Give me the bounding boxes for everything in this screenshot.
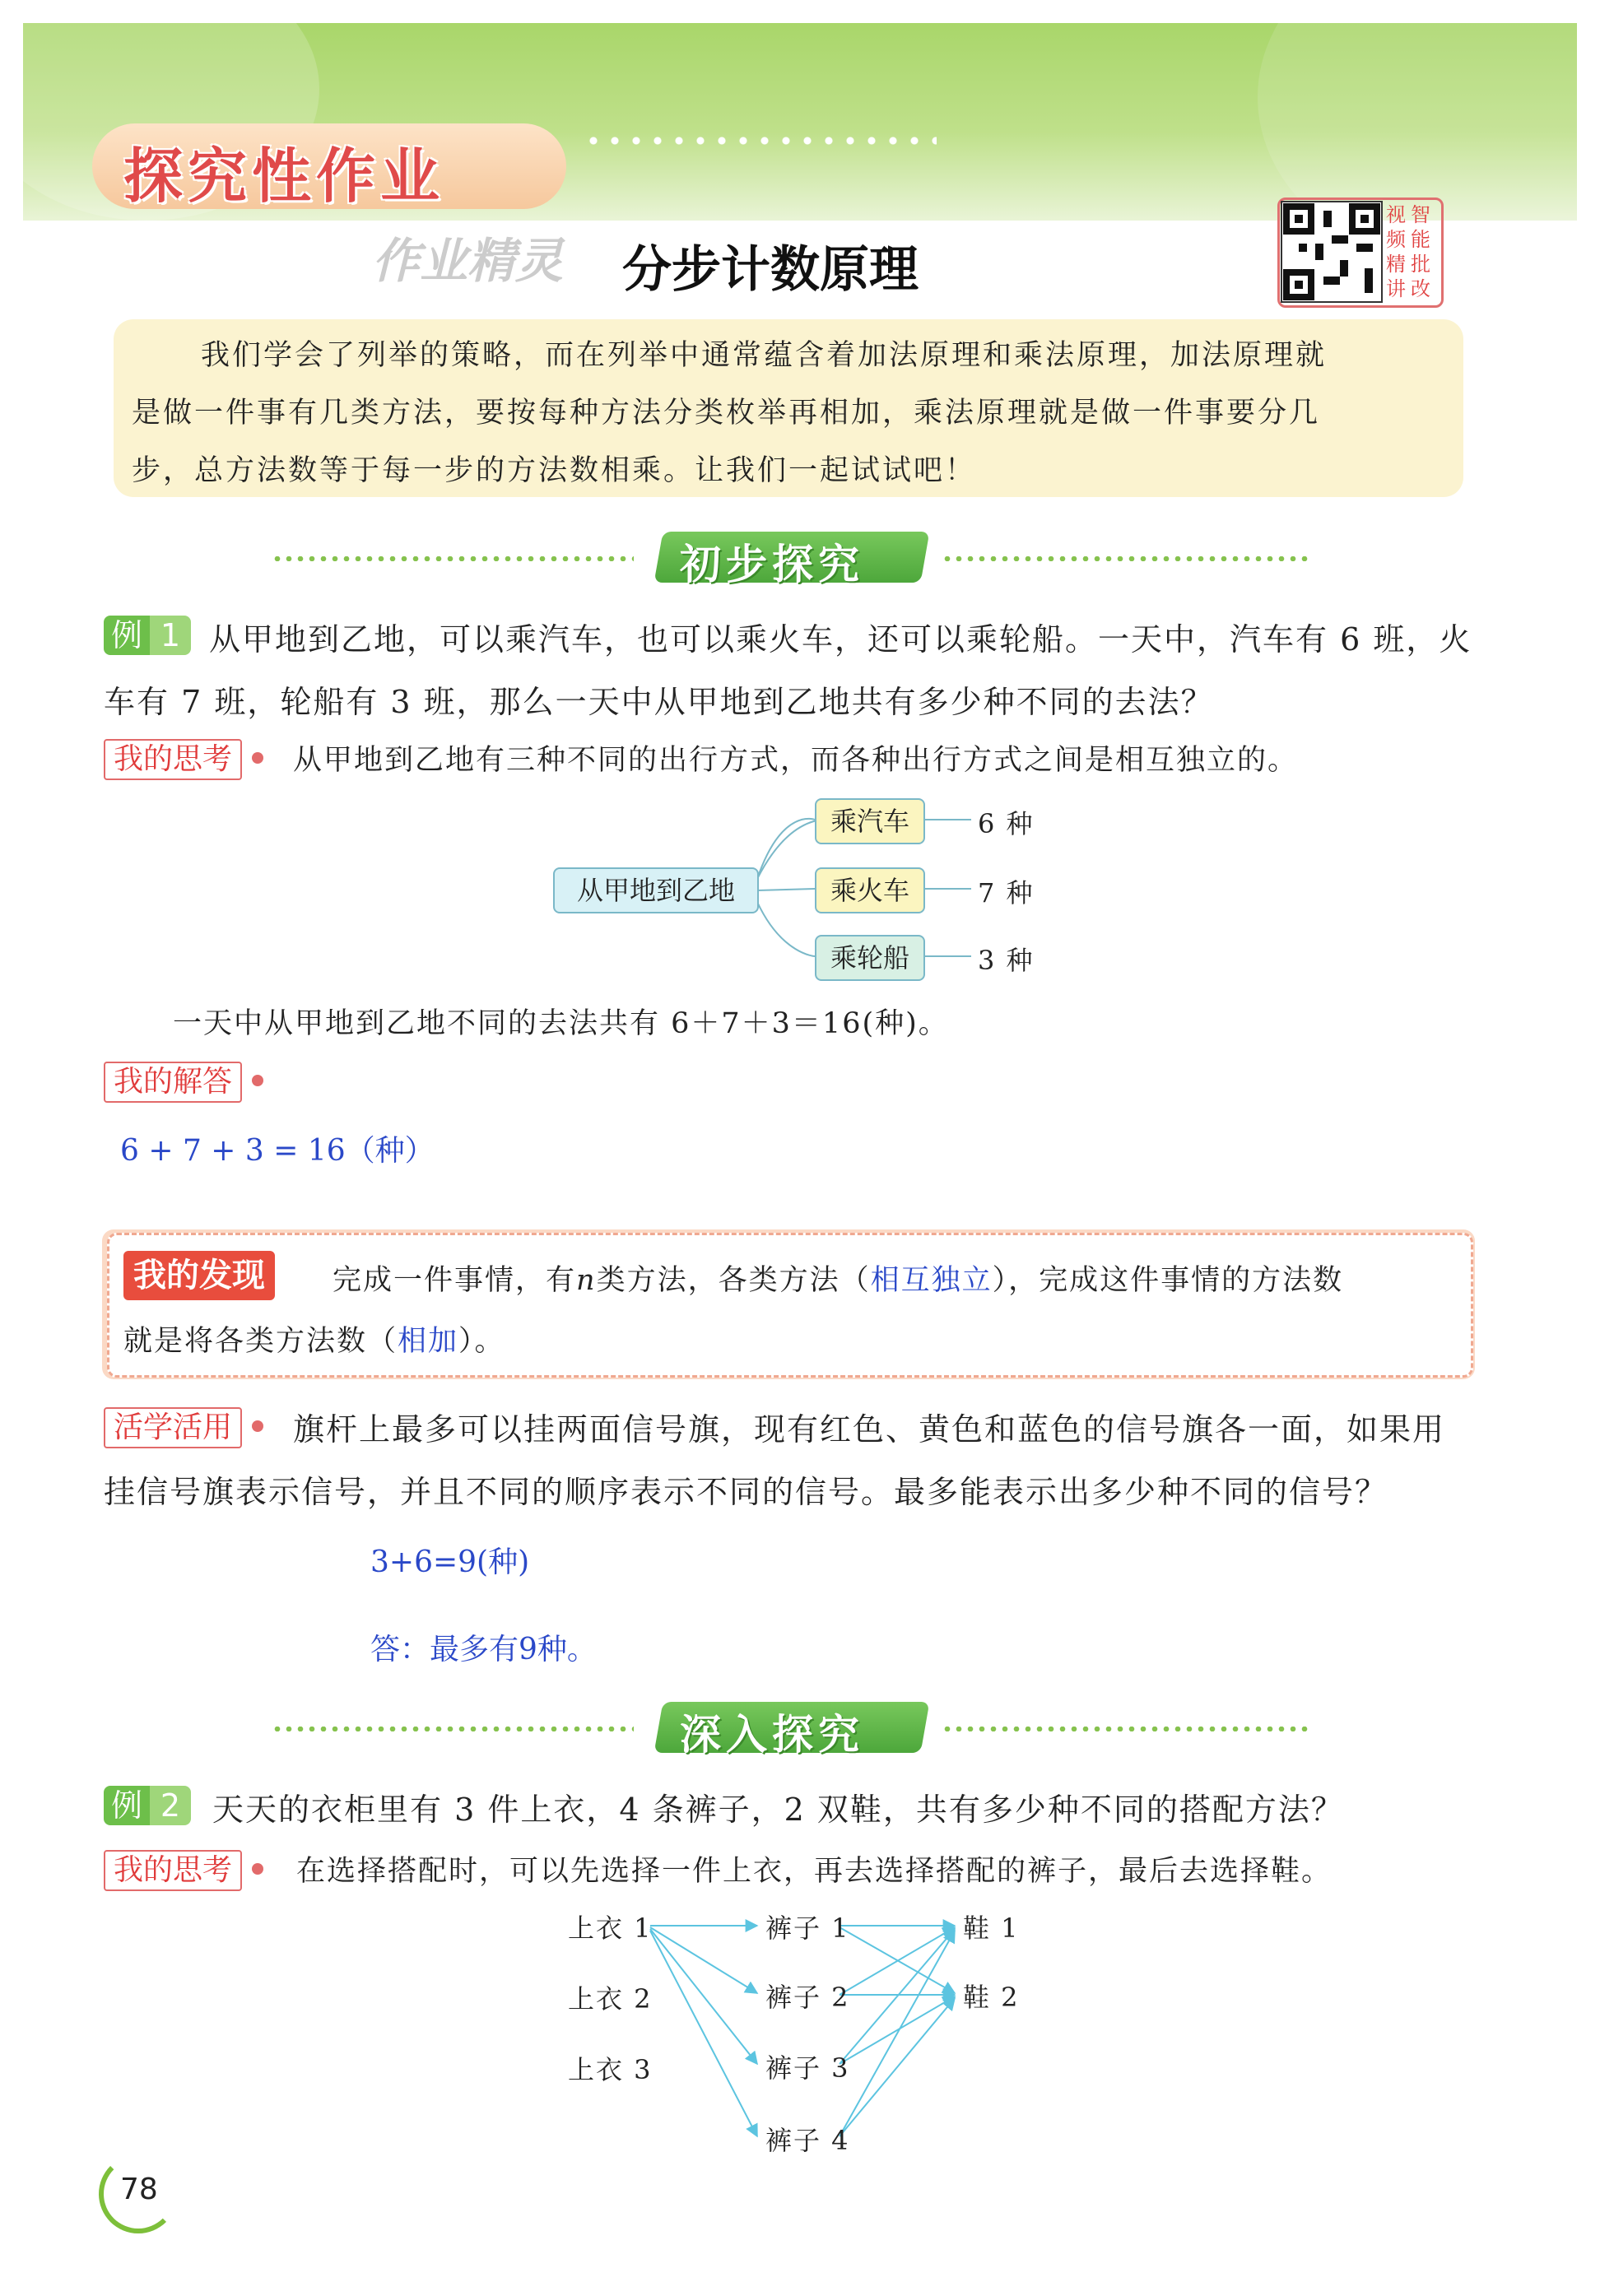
page-number: 78 [120,2173,158,2206]
top-item: 上衣 3 [568,2054,653,2085]
qr-label: 视 [1386,203,1406,226]
pants-item: 裤子 2 [765,1982,850,2013]
apply-tag: 活学活用 [104,1407,242,1448]
qr-label-col1 [1386,202,1406,301]
diagram-branch-train: 乘火车 [815,867,925,913]
discover-fill-1: 相互独立 [870,1264,993,1297]
discover-text: ）。 [458,1325,505,1358]
diagram-branch-ship: 乘轮船 [815,935,925,981]
qr-label: 讲 [1386,277,1406,300]
section-dots-left [272,556,634,561]
tag-arrow-icon [252,1420,263,1432]
section-dots-right [942,1727,1312,1731]
tag-arrow-icon [252,1075,263,1086]
banner-dots [583,137,937,145]
tag-arrow-icon [252,752,263,764]
discover-variable: n [576,1264,597,1297]
diagram-count-train: 7 种 [978,877,1035,909]
discover-text: 完成一件事情，有 [333,1264,577,1297]
diagram-branch-bus: 乘汽车 [815,798,925,844]
example-tag-word: 例 [104,616,150,655]
think-text-2: 在选择搭配时，可以先选择一件上衣，再去选择搭配的裤子，最后去选择鞋。 [296,1855,1333,1888]
example1-answer: 6 + 7 + 3 = 16（种） [120,1134,435,1168]
discover-fill-2: 相加 [398,1325,459,1358]
pants-item: 裤子 4 [765,2125,850,2156]
diagram-root: 从甲地到乙地 [553,867,759,913]
shoe-item: 鞋 2 [963,1982,1020,2013]
example2-line1: 天天的衣柜里有 3 件上衣，4 条裤子，2 双鞋，共有多少种不同的搭配方法？ [212,1792,1344,1828]
section-dots-right [942,556,1312,561]
pants-item: 裤子 3 [765,2052,850,2084]
example-tag-1 [104,616,191,655]
apply-line2: 挂信号旗表示信号，并且不同的顺序表示不同的信号。最多能表示出多少种不同的信号？ [104,1474,1388,1510]
watermark: 作业精灵 [372,233,564,289]
banner-label: 探究性作业 [123,142,445,211]
discover-line2 [123,1318,505,1359]
qr-label: 智 [1411,203,1430,226]
shoe-item: 鞋 1 [963,1913,1020,1944]
example1-line2: 车有 7 班，轮船有 3 班，那么一天中从甲地到乙地共有多少种不同的去法？ [104,684,1214,720]
top-item: 上衣 1 [568,1913,653,1944]
example-tag-word: 例 [104,1786,150,1825]
section-title-1: 初步探究 [680,541,864,588]
apply-line1: 旗杆上最多可以挂两面信号旗，现有红色、黄色和蓝色的信号旗各一面，如果用 [293,1411,1446,1448]
diagram-count-ship: 3 种 [978,945,1035,976]
diagram-count-bus: 6 种 [978,808,1035,839]
discover-text: 就是将各类方法数（ [123,1325,398,1358]
section-title-2: 深入探究 [680,1711,864,1759]
apply-answer-2: 答：最多有9种。 [370,1633,597,1666]
qr-label: 能 [1411,228,1430,251]
apply-answer-1: 3+6=9(种) [370,1545,530,1579]
discover-text: ），完成这件事情的方法数 [992,1264,1344,1297]
think-tag-2: 我的思考 [104,1850,242,1891]
top-item: 上衣 2 [568,1983,653,2015]
qr-label: 批 [1411,253,1430,276]
qr-label: 精 [1386,253,1406,276]
answer-tag-1: 我的解答 [104,1062,242,1103]
example1-summary: 一天中从甲地到乙地不同的去法共有 6＋7＋3＝16(种)。 [173,1007,949,1040]
banner-decoration [1258,23,1577,221]
qr-label-col2 [1411,202,1430,301]
discover-text: 类方法，各类方法（ [596,1264,871,1297]
tag-arrow-icon [252,1863,263,1875]
discover-tag: 我的发现 [123,1251,275,1300]
example-tag-num: 1 [150,616,191,655]
think-text-1: 从甲地到乙地有三种不同的出行方式，而各种出行方式之间是相互独立的。 [293,744,1299,777]
pants-item: 裤子 1 [765,1913,850,1944]
example-tag-2 [104,1786,191,1825]
intro-line: 步，总方法数等于每一步的方法数相乘。让我们一起试试吧！ [132,454,977,487]
intro-line: 是做一件事有几类方法，要按每种方法分类枚举再相加，乘法原理就是做一件事要分几 [132,397,1321,430]
think-tag-1: 我的思考 [104,739,242,780]
example-tag-num: 2 [150,1786,191,1825]
page-title: 分步计数原理 [622,241,919,299]
discover-line1 [333,1257,1343,1299]
section-dots-left [272,1727,634,1731]
intro-line: 我们学会了列举的策略，而在列举中通常蕴含着加法原理和乘法原理，加法原理就 [201,339,1328,372]
qr-code-icon[interactable] [1281,201,1383,303]
qr-label: 频 [1386,228,1406,251]
qr-label: 改 [1411,277,1430,300]
example1-line1: 从甲地到乙地，可以乘汽车，也可以乘火车，还可以乘轮船。一天中，汽车有 6 班，火 [209,621,1472,658]
